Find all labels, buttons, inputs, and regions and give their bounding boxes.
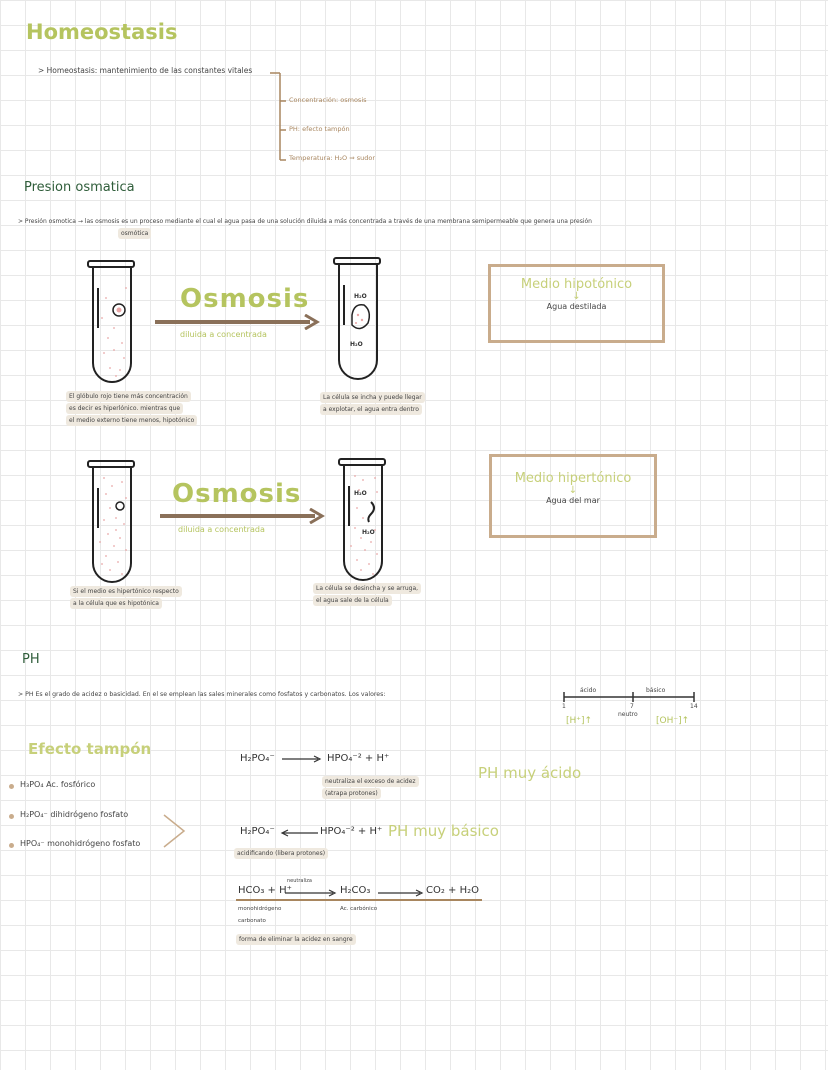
- osmotic-definition-tail: osmótica: [118, 228, 151, 239]
- eq2-left: H₂PO₄⁻: [240, 826, 275, 837]
- osmotic-heading: Presion osmatica: [24, 180, 135, 195]
- caption-row2-left-1: Si el medio es hipertónico respecto: [70, 586, 182, 597]
- homeostasis-branch-ph: PH: efecto tampón: [289, 125, 350, 133]
- buffer-item-3: HPO₄⁻ monohidrógeno fosfato: [20, 839, 141, 848]
- caption-row2-right-2: el agua sale de la célula: [313, 595, 392, 606]
- ph-heading: PH: [22, 652, 40, 667]
- eq3-arrow-2-icon: [378, 888, 424, 898]
- buffer-heading: Efecto tampón: [28, 740, 152, 758]
- ph-definition: > PH Es el grado de acidez o basicidad. En el se emplean las sales minerales como fosfatos y carbonatos. Los valores:: [18, 691, 386, 698]
- caption-row1-left-3: el medio externo tiene menos, hipotónico: [66, 415, 197, 426]
- eq2-label: PH muy básico: [388, 822, 499, 840]
- h2o-label-row1-bottom: H₂O: [350, 341, 363, 348]
- buffer-item-1: H₃PO₄ Ac. fosfórico: [20, 780, 96, 789]
- bullet-icon: [9, 843, 14, 848]
- eq2-note: acidificando (libera protones): [234, 848, 328, 859]
- ph-scale-acid: ácido: [580, 687, 597, 694]
- test-tube-row1-right: [332, 255, 384, 385]
- test-tube-row2-left: [86, 458, 138, 588]
- eq3-reactants: HCO₃ + H⁺: [238, 885, 292, 896]
- buffer-chevron-icon: [162, 813, 188, 849]
- osmosis-label-row2: Osmosis: [172, 479, 302, 509]
- eq1-note-1: neutraliza el exceso de acidez: [322, 776, 419, 787]
- page-title: Homeostasis: [26, 20, 178, 44]
- eq3-footer: forma de eliminar la acidez en sangre: [236, 934, 356, 945]
- eq3-underline: [236, 899, 482, 901]
- ph-scale-acid-ion: [H⁺]↑: [566, 716, 593, 726]
- bullet-icon: [9, 814, 14, 819]
- eq3-note-left-2: carbonato: [238, 918, 266, 924]
- ph-scale-basic-ion: [OH⁻]↑: [656, 716, 690, 726]
- osmosis-arrow-label-row2: diluida a concentrada: [178, 525, 265, 534]
- caption-row2-left-2: a la célula que es hipotónica: [70, 598, 162, 609]
- eq3-arrow-1-icon: [285, 888, 337, 898]
- eq1-label: PH muy ácido: [478, 764, 582, 782]
- eq1-note-2: (atrapa protones): [322, 788, 381, 799]
- eq3-products: CO₂ + H₂O: [426, 885, 479, 896]
- caption-row1-right-2: a explotar, el agua entra dentro: [320, 404, 422, 415]
- medio-hipotonico-title: Medio hipotónico: [520, 277, 633, 292]
- eq3-note-mid: Ac. carbónico: [340, 906, 378, 912]
- ph-scale-mid: 7: [630, 703, 634, 710]
- eq3-note-left-1: monohidrógeno: [238, 906, 282, 912]
- eq2-arrow-icon: [280, 828, 320, 838]
- homeostasis-definition: > Homeostasis: mantenimiento de las constantes vitales: [38, 66, 253, 75]
- bullet-icon: [9, 784, 14, 789]
- medio-hipotonico-box: [488, 264, 665, 343]
- eq1-arrow-icon: [282, 754, 322, 764]
- eq3-over-arrow: neutraliza: [287, 878, 312, 884]
- eq1-right: HPO₄⁻² + H⁺: [327, 753, 390, 764]
- medio-hipotonico-sub: Agua destilada: [546, 302, 607, 311]
- osmosis-arrow-label-row1: diluida a concentrada: [180, 330, 267, 339]
- homeostasis-bracket: [270, 70, 290, 165]
- caption-row1-right-1: La célula se incha y puede llegar: [320, 392, 425, 403]
- ph-scale-max: 14: [690, 703, 698, 710]
- caption-row1-left-2: es decir es hiperlónico. mientras que: [66, 403, 183, 414]
- ph-scale-min: 1: [562, 703, 566, 710]
- test-tube-row2-right: [337, 456, 389, 586]
- eq3-middle: H₂CO₃: [340, 885, 371, 896]
- caption-row1-left-1: El glóbulo rojo tiene más concentración: [66, 391, 191, 402]
- homeostasis-branch-concentration: Concentración: osmosis: [289, 96, 367, 104]
- medio-hipertonico-sub: Agua del mar: [546, 496, 600, 505]
- h2o-label-row2-bottom: H₂O: [362, 529, 375, 536]
- buffer-item-2: H₂PO₄⁻ dihidrógeno fosfato: [20, 810, 129, 819]
- eq2-right: HPO₄⁻² + H⁺: [320, 826, 383, 837]
- medio-hipertonico-arrow: ↓: [568, 485, 578, 496]
- test-tube-row1-left: [86, 258, 138, 388]
- osmosis-arrow-row1: [155, 314, 320, 330]
- osmosis-arrow-row2: [160, 508, 325, 524]
- osmosis-label-row1: Osmosis: [180, 284, 310, 314]
- medio-hipertonico-box: [489, 454, 657, 538]
- ph-scale-neutral: neutro: [618, 711, 638, 718]
- caption-row2-right-1: La célula se desincha y se arruga,: [313, 583, 421, 594]
- osmotic-definition: > Presión osmotica → las osmosis es un proceso mediante el cual el agua pasa de una solución diluida a más concentrada a través de una membrana semipermeable que genera una presión: [18, 218, 592, 225]
- medio-hipertonico-title: Medio hipertónico: [514, 471, 632, 486]
- h2o-label-row2-top: H₂O: [354, 490, 367, 497]
- homeostasis-branch-temperature: Temperatura: H₂O ⇒ sudor: [289, 154, 376, 162]
- eq1-left: H₂PO₄⁻: [240, 753, 275, 764]
- h2o-label-row1-top: H₂O: [354, 293, 367, 300]
- ph-scale-basic: básico: [646, 687, 666, 694]
- medio-hipotonico-arrow: ↓: [572, 291, 581, 302]
